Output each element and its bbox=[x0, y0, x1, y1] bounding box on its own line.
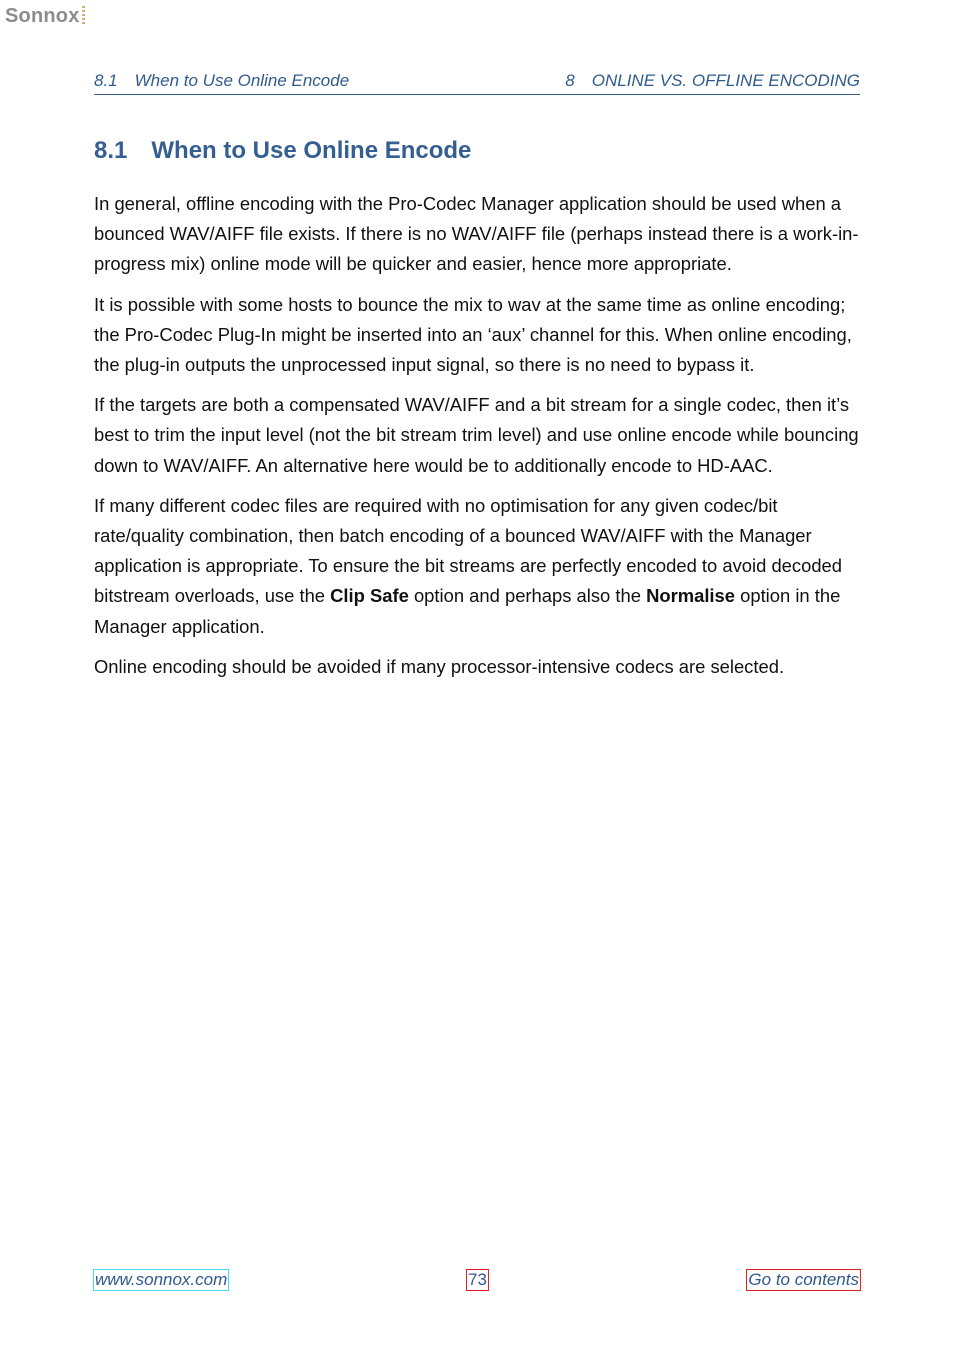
running-header-left-title: When to Use Online Encode bbox=[134, 71, 350, 90]
section-heading bbox=[94, 137, 471, 165]
sonnox-logo bbox=[5, 5, 85, 28]
logo-dots-icon bbox=[82, 6, 85, 24]
paragraph-5: Online encoding should be avoided if many processor-intensive codecs are selected. bbox=[94, 655, 785, 677]
running-header-left-number: 8.1 bbox=[94, 71, 118, 90]
section-title: When to Use Online Encode bbox=[151, 137, 472, 164]
normalise-term: Normalise bbox=[646, 585, 735, 607]
paragraph-4 bbox=[94, 491, 864, 642]
body-content bbox=[94, 189, 864, 692]
go-to-contents-link[interactable]: Go to contents bbox=[748, 1270, 859, 1289]
page-number-link[interactable]: 73 bbox=[468, 1270, 487, 1289]
paragraph-4-text-b: option and perhaps also the bbox=[408, 585, 647, 607]
running-header-right bbox=[565, 71, 860, 91]
paragraph-3: If the targets are both a compensated WAV/AIFF and a bit stream for a single codec, then it’s best to trim the input level (not the bit stream trim level) and use online encode while bouncing down to WAV/AIFF. An alternative here would be to additionally encode to HD-AAC. bbox=[94, 394, 859, 476]
running-header-right-title: ONLINE VS. OFFLINE ENCODING bbox=[591, 71, 860, 90]
paragraph-2: It is possible with some hosts to bounce the mix to wav at the same time as online encoding; the Pro-Codec Plug-In might be inserted into an ‘aux’ channel for this. When online encoding, the plug-in outputs the unprocessed input signal, so there is no need to bypass it. bbox=[94, 293, 852, 376]
paragraph-1: In general, offline encoding with the Pro-Codec Manager application should be used when a bounced WAV/AIFF file exists. If there is no WAV/AIFF file (perhaps instead there is a work-in-progress mix) online mode will be quicker and easier, hence more appropriate. bbox=[94, 193, 859, 275]
section-number: 8.1 bbox=[94, 137, 128, 164]
clip-safe-term: Clip Safe bbox=[330, 585, 409, 607]
website-link[interactable]: www.sonnox.com bbox=[95, 1270, 228, 1289]
running-header-right-number: 8 bbox=[565, 71, 575, 90]
paragraph-4-text-c: option in the Manager application. bbox=[94, 585, 841, 637]
logo-text: Sonnox bbox=[5, 5, 80, 27]
paragraph-4-text-a: If many different codec files are required with no optimisation for any given codec/bit rate/quality combination, then batch encoding of a bounced WAV/AIFF with the Manager application is appropriate. To ensure the bit streams are perfectly encoded to avoid decoded bitstream overloads, use the bbox=[94, 494, 843, 607]
running-header-left bbox=[94, 71, 349, 91]
running-header bbox=[94, 70, 860, 95]
